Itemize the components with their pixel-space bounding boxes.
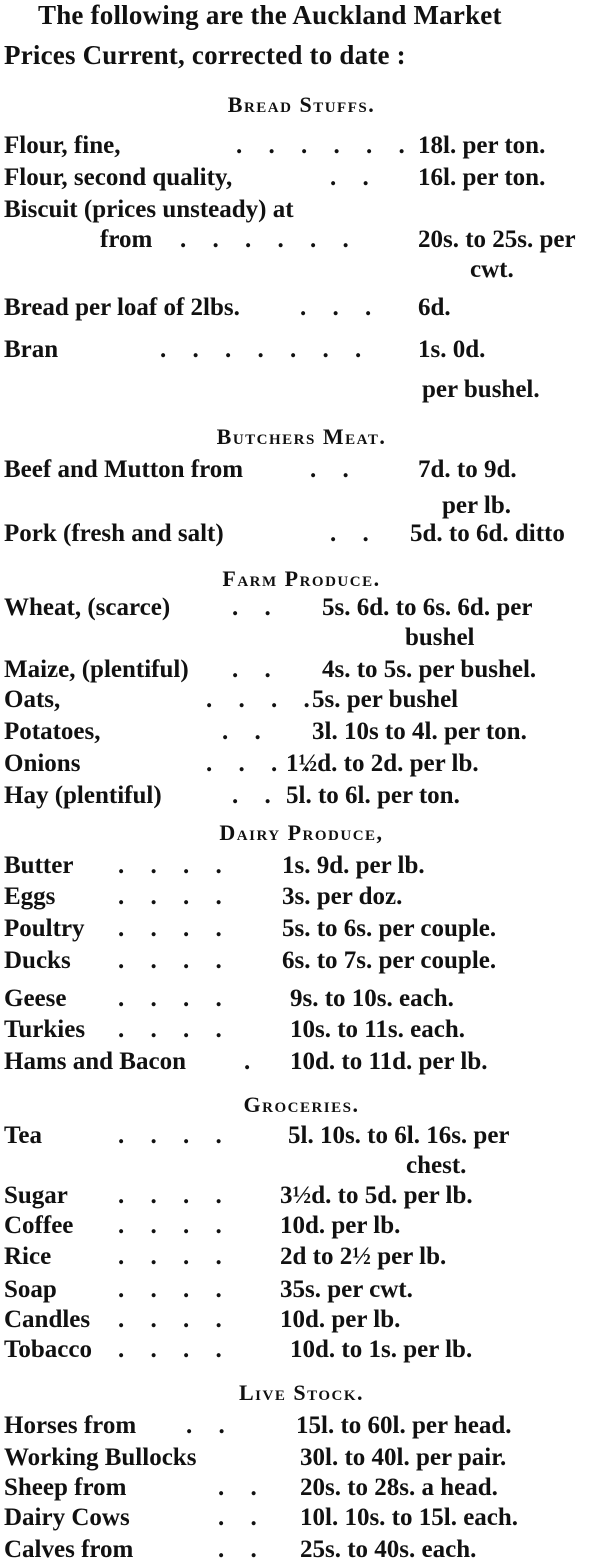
item-price: 2d to 2½ per lb. bbox=[280, 1243, 447, 1270]
item-name: Bran bbox=[4, 336, 59, 363]
leader-dots: . . . . . . bbox=[236, 132, 415, 159]
leader-dots: . . . . bbox=[118, 947, 232, 974]
price-row bbox=[0, 750, 603, 782]
leader-dots: . . . . bbox=[118, 852, 232, 879]
item-price: 3l. 10s to 4l. per ton. bbox=[312, 718, 527, 745]
price-row bbox=[0, 1048, 603, 1080]
item-price: 10l. 10s. to 15l. each. bbox=[300, 1504, 519, 1531]
price-row bbox=[0, 1412, 603, 1444]
price-row bbox=[0, 1243, 603, 1275]
leader-dots: . . bbox=[232, 594, 281, 621]
item-price-continuation: cwt. bbox=[470, 256, 514, 283]
item-name: Oats, bbox=[4, 686, 61, 713]
price-row bbox=[0, 686, 603, 718]
item-price: 10d. to 1s. per lb. bbox=[290, 1336, 473, 1363]
price-row bbox=[0, 718, 603, 750]
item-name: Soap bbox=[4, 1276, 57, 1303]
leader-dots: . . . . bbox=[118, 1276, 232, 1303]
leader-dots: . . bbox=[310, 456, 359, 483]
leader-dots: . . . . bbox=[118, 1182, 232, 1209]
item-price: 7d. to 9d. bbox=[418, 456, 517, 483]
item-name: from bbox=[100, 226, 153, 253]
item-name: Onions bbox=[4, 750, 81, 777]
item-price: 5l. 10s. to 6l. 16s. per bbox=[288, 1122, 510, 1149]
item-price: 3½d. to 5d. per lb. bbox=[280, 1182, 473, 1209]
item-price: 3s. per doz. bbox=[282, 883, 403, 910]
leader-dots: . . . . . . bbox=[180, 226, 359, 253]
price-row bbox=[0, 915, 603, 947]
leader-dots: . . . . bbox=[118, 1212, 232, 1239]
item-price: 30l. to 40l. per pair. bbox=[300, 1444, 507, 1471]
item-name: Eggs bbox=[4, 883, 56, 910]
price-row bbox=[0, 1212, 603, 1244]
item-price-continuation: per bushel. bbox=[422, 376, 540, 403]
item-price: 9s. to 10s. each. bbox=[290, 985, 454, 1012]
item-name: Flour, second quality, bbox=[4, 164, 233, 191]
leader-dots: . . . . bbox=[118, 1122, 232, 1149]
item-price: 20s. to 25s. per bbox=[418, 226, 576, 253]
item-name: Hams and Bacon bbox=[4, 1048, 186, 1075]
price-row bbox=[0, 852, 603, 884]
section-heading: Dairy Produce, bbox=[219, 820, 384, 845]
section-heading: Groceries. bbox=[243, 1092, 360, 1117]
item-name: Rice bbox=[4, 1243, 52, 1270]
leader-dots: . . bbox=[232, 656, 281, 683]
price-row bbox=[0, 1474, 603, 1506]
leader-dots: . . bbox=[218, 1536, 267, 1563]
leader-dots: . . bbox=[222, 718, 271, 745]
item-price: 25s. to 40s. each. bbox=[300, 1536, 477, 1563]
item-name: Sugar bbox=[4, 1182, 68, 1209]
section-heading: Bread Stuffs. bbox=[227, 92, 376, 117]
price-row bbox=[0, 196, 603, 228]
price-row bbox=[0, 594, 603, 626]
leader-dots: . . . . bbox=[118, 883, 232, 910]
item-name: Pork (fresh and salt) bbox=[4, 520, 224, 547]
price-row bbox=[0, 226, 603, 258]
item-price-continuation: bushel bbox=[405, 624, 475, 651]
leader-dots: . . . . bbox=[206, 686, 320, 713]
item-price: 5d. to 6d. ditto bbox=[410, 520, 565, 547]
item-name: Butter bbox=[4, 852, 74, 879]
item-price: 5l. to 6l. per ton. bbox=[286, 782, 460, 809]
leader-dots: . . . . bbox=[118, 1016, 232, 1043]
price-row bbox=[0, 1504, 603, 1536]
item-name: Dairy Cows bbox=[4, 1504, 130, 1531]
item-price: 10d. to 11d. per lb. bbox=[290, 1048, 488, 1075]
leader-dots: . . . . bbox=[118, 985, 232, 1012]
leader-dots: . . bbox=[218, 1474, 267, 1501]
section-heading: Butchers Meat. bbox=[216, 424, 387, 449]
leader-dots: . . bbox=[186, 1412, 235, 1439]
item-name: Poultry bbox=[4, 915, 85, 942]
price-row bbox=[0, 1182, 603, 1214]
price-row bbox=[0, 1536, 603, 1568]
item-price: 16l. per ton. bbox=[418, 164, 546, 191]
item-name: Maize, (plentiful) bbox=[4, 656, 189, 683]
price-row bbox=[0, 985, 603, 1017]
item-price: 35s. per cwt. bbox=[280, 1276, 413, 1303]
item-name: Flour, fine, bbox=[4, 132, 121, 159]
leader-dots: . . bbox=[232, 782, 281, 809]
item-name: Tobacco bbox=[4, 1336, 92, 1363]
price-row bbox=[0, 1336, 603, 1368]
item-price: 10s. to 11s. each. bbox=[290, 1016, 465, 1043]
item-name: Biscuit (prices unsteady) at bbox=[4, 196, 294, 223]
price-row bbox=[0, 132, 603, 164]
price-row bbox=[0, 656, 603, 688]
item-price: 20s. to 28s. a head. bbox=[300, 1474, 498, 1501]
leader-dots: . . . . bbox=[118, 1243, 232, 1270]
item-name: Tea bbox=[4, 1122, 42, 1149]
price-row bbox=[0, 520, 603, 552]
price-row bbox=[0, 164, 603, 196]
leader-dots: . . . . bbox=[206, 750, 320, 777]
item-name: Horses from bbox=[4, 1412, 137, 1439]
item-name: Wheat, (scarce) bbox=[4, 594, 171, 621]
section-heading: Live Stock. bbox=[239, 1380, 364, 1405]
leader-dots: . . bbox=[218, 1504, 267, 1531]
price-row bbox=[0, 1016, 603, 1048]
price-row bbox=[0, 782, 603, 814]
price-row bbox=[0, 456, 603, 488]
leader-dots: . . . . bbox=[118, 1336, 232, 1363]
price-row bbox=[0, 1122, 603, 1154]
item-price: 5s. to 6s. per couple. bbox=[282, 915, 497, 942]
item-name: Geese bbox=[4, 985, 67, 1012]
item-price: 10d. per lb. bbox=[280, 1212, 401, 1239]
intro-line-2: Prices Current, corrected to date : bbox=[4, 40, 406, 70]
item-price: 5s. 6d. to 6s. 6d. per bbox=[322, 594, 533, 621]
item-price: 15l. to 60l. per head. bbox=[296, 1412, 512, 1439]
leader-dots: . . bbox=[330, 520, 379, 547]
leader-dots: . bbox=[244, 1048, 261, 1075]
item-name: Beef and Mutton from bbox=[4, 456, 244, 483]
item-name: Sheep from bbox=[4, 1474, 127, 1501]
item-name: Potatoes, bbox=[4, 718, 101, 745]
item-price: 1½d. to 2d. per lb. bbox=[286, 750, 479, 777]
item-name: Hay (plentiful) bbox=[4, 782, 162, 809]
item-price: 5s. per bushel bbox=[312, 686, 459, 713]
item-name: Working Bullocks bbox=[4, 1444, 197, 1471]
item-name: Bread per loaf of 2lbs. bbox=[4, 294, 240, 321]
item-price-continuation: chest. bbox=[406, 1152, 467, 1179]
item-name: Candles bbox=[4, 1306, 91, 1333]
price-row bbox=[0, 294, 603, 326]
item-price: 6s. to 7s. per couple. bbox=[282, 947, 497, 974]
price-row bbox=[0, 883, 603, 915]
item-name: Ducks bbox=[4, 947, 71, 974]
leader-dots: . . . bbox=[300, 294, 382, 321]
price-row bbox=[0, 1306, 603, 1338]
item-price: 4s. to 5s. per bushel. bbox=[322, 656, 537, 683]
intro-line-1: The following are the Auckland Market bbox=[38, 0, 502, 30]
item-price: 1s. 9d. per lb. bbox=[282, 852, 425, 879]
item-price: 1s. 0d. bbox=[418, 336, 486, 363]
price-row bbox=[0, 1444, 603, 1476]
item-name: Coffee bbox=[4, 1212, 74, 1239]
item-name: Turkies bbox=[4, 1016, 86, 1043]
leader-dots: . . . . . . . bbox=[160, 336, 372, 363]
item-price-continuation: per lb. bbox=[442, 492, 511, 519]
price-row bbox=[0, 1276, 603, 1308]
leader-dots: . . . . bbox=[118, 915, 232, 942]
item-price: 10d. per lb. bbox=[280, 1306, 401, 1333]
item-price: 18l. per ton. bbox=[418, 132, 546, 159]
item-name: Calves from bbox=[4, 1536, 134, 1563]
item-price: 6d. bbox=[418, 294, 451, 321]
section-heading: Farm Produce. bbox=[222, 566, 381, 591]
price-row bbox=[0, 947, 603, 979]
leader-dots: . . . . bbox=[118, 1306, 232, 1333]
leader-dots: . . bbox=[330, 164, 379, 191]
price-row bbox=[0, 336, 603, 368]
